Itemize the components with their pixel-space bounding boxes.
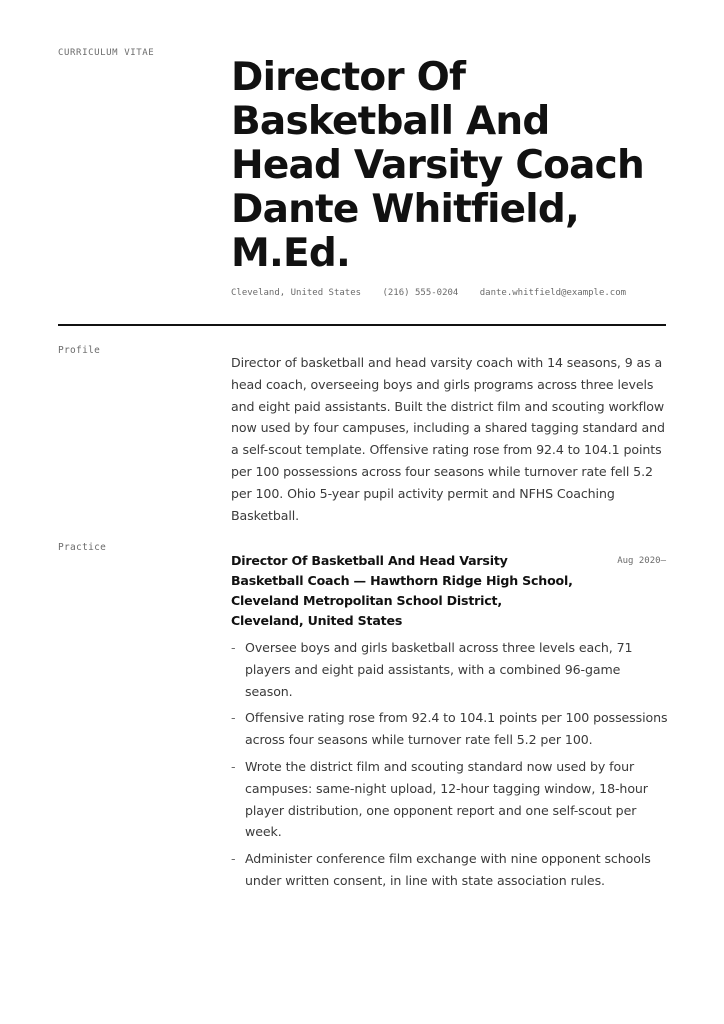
bullet-marker: - — [231, 640, 236, 655]
document-eyebrow: CURRICULUM VITAE — [58, 48, 155, 58]
bullet-text: Oversee boys and girls basketball across three levels each, 71 players and eight paid assistants, with a combined 96-game season. — [245, 640, 633, 699]
job-bullet-list — [231, 637, 671, 897]
contact-phone: (216) 555-0204 — [382, 288, 459, 298]
job-bullet — [231, 848, 671, 892]
profile-summary: Director of basketball and head varsity coach with 14 seasons, 9 as a head coach, overseeing boys and girls programs across three levels and eight paid assistants. Built the district film and scouting workflow now used by four campuses, including a shared tagging standard and a self-scout template. Offensive rating rose from 92.4 to 104.1 points per 100 possessions across four seasons while turnover rate fell 5.2 per 100. Ohio 5-year pupil activity permit and NFHS Coaching Basketball. — [231, 355, 665, 523]
job-bullet — [231, 637, 671, 702]
practice-section-label: Practice — [58, 542, 107, 553]
profile-section-label: Profile — [58, 345, 101, 356]
contact-line — [231, 288, 626, 298]
header-divider — [58, 324, 666, 326]
job-bullet — [231, 707, 671, 751]
contact-email: dante.whitfield@example.com — [479, 288, 627, 298]
bullet-text: Wrote the district film and scouting standard now used by four campuses: same-night upload, 12-hour tagging window, 18-hour player distribution, one opponent report and one self-scout per week. — [245, 758, 648, 840]
job-title: Director Of Basketball And Head Varsity Basketball Coach — Hawthorn Ridge High School, Cleveland Metropolitan School District, Cleveland, United States — [231, 553, 573, 628]
contact-location: Cleveland, United States — [231, 288, 362, 298]
job-date: Aug 2020– — [617, 556, 666, 566]
bullet-marker: - — [231, 758, 236, 774]
job-bullet — [231, 756, 671, 843]
bullet-text: Administer conference film exchange with nine opponent schools under written consent, in line with state association rules. — [245, 851, 651, 888]
bullet-marker: - — [231, 851, 236, 867]
bullet-marker: - — [231, 710, 236, 726]
page-title: Director Of Basketball And Head Varsity Coach Dante Whitfield, M.Ed. — [231, 55, 644, 276]
bullet-text: Offensive rating rose from 92.4 to 104.1 points per 100 possessions across four seasons while turnover rate fell 5.2 per 100. — [245, 710, 668, 748]
